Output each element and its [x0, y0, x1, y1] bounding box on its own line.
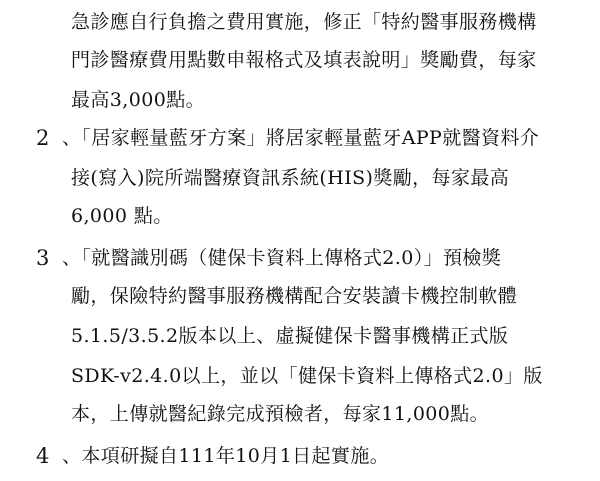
list-item-number: 3: [36, 246, 50, 270]
text-line: 急診應自行負擔之費用實施，修正「特約醫事服務機構: [71, 11, 537, 33]
list-item-text: 、「就醫識別碼（健保卡資料上傳格式2.0）」預檢獎: [62, 247, 502, 269]
list-item-text: 、「居家輕量藍牙方案」將居家輕量藍牙APP就醫資料介: [62, 127, 540, 149]
list-item-number: 4: [36, 444, 50, 468]
text-line: 門診醫療費用點數申報格式及填表說明」獎勵費，每家: [71, 49, 537, 71]
list-item-number: 2: [36, 126, 50, 150]
list-item-text: 本，上傳就醫紀錄完成預檢者，每家11,000點。: [71, 403, 490, 425]
list-item-text: 接(寫入)院所端醫療資訊系統(HIS)獎勵，每家最高: [71, 167, 510, 189]
list-item-text: SDK-v2.4.0以上，並以「健保卡資料上傳格式2.0」版: [71, 365, 543, 387]
text-line: 最高3,000點。: [71, 89, 205, 111]
list-item-text: 6,000 點。: [71, 205, 173, 227]
list-item-text: 、本項研擬自111年10月1日起實施。: [62, 445, 390, 467]
list-item-text: 5.1.5/3.5.2版本以上、虛擬健保卡醫事機構正式版: [71, 325, 509, 347]
list-item-text: 勵，保險特約醫事服務機構配合安裝讀卡機控制軟體: [71, 285, 518, 307]
